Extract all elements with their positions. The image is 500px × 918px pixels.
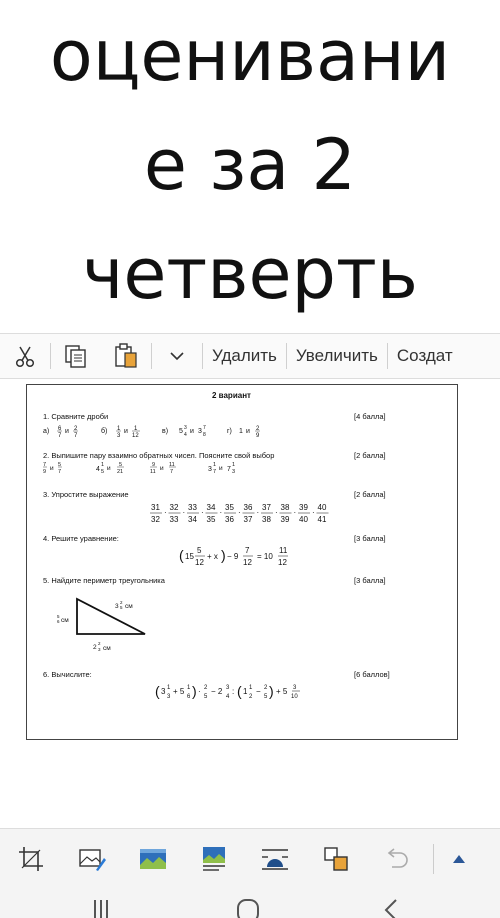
multiply-dot: · [256, 508, 260, 517]
task6-text: 6. Вычислите: [43, 670, 92, 679]
image-caption-icon [201, 846, 227, 872]
denominator: 7 [58, 433, 62, 439]
crop-icon [18, 846, 44, 872]
denominator: 8 [203, 432, 206, 438]
and-word: и [124, 428, 128, 435]
numerator: 37 [262, 503, 271, 512]
svg-text:+ 5: + 5 [276, 687, 288, 696]
svg-text:1: 1 [213, 462, 217, 468]
multiply-dot: · [182, 508, 186, 517]
chevron-down-icon [169, 351, 185, 361]
numerator: 1 [134, 426, 138, 432]
numerator: 35 [225, 503, 234, 512]
numerator: 3 [184, 425, 187, 431]
task5-points: [3 балла] [354, 576, 386, 585]
svg-text:и: и [160, 465, 164, 472]
worksheet-image[interactable] [26, 384, 458, 740]
numerator: 2 [74, 426, 78, 432]
heading-line: четверть [82, 233, 418, 315]
wrap-text-button[interactable] [244, 829, 305, 889]
svg-text:5: 5 [264, 694, 268, 700]
recent-apps-icon[interactable] [92, 898, 110, 918]
svg-text:7: 7 [213, 469, 217, 475]
numerator: 38 [280, 503, 290, 512]
svg-text:1: 1 [187, 685, 191, 691]
denominator: 33 [169, 515, 179, 524]
svg-text:5: 5 [197, 546, 202, 555]
svg-text:2: 2 [264, 685, 268, 691]
scissors-icon [14, 344, 36, 368]
edit-image-button[interactable] [61, 829, 122, 889]
cut-button[interactable] [0, 334, 50, 378]
numerator: 31 [151, 503, 160, 512]
whole-part: 5 [179, 428, 183, 435]
triangle-figure [57, 599, 145, 652]
task1-fractions [43, 425, 260, 439]
svg-text:−: − [256, 687, 261, 696]
svg-text:− 2: − 2 [211, 687, 223, 696]
option-label: а) [43, 428, 50, 435]
svg-text:5: 5 [204, 694, 208, 700]
svg-text:1: 1 [232, 462, 236, 468]
multiply-dot: · [275, 508, 278, 517]
svg-text:15: 15 [185, 552, 194, 561]
crop-button[interactable] [0, 829, 61, 889]
svg-text:(: ( [179, 547, 184, 563]
denominator: 37 [243, 515, 253, 524]
svg-text:5: 5 [120, 605, 123, 610]
edit-image-icon [78, 846, 106, 872]
svg-text:2: 2 [98, 641, 101, 646]
image-tools-bar [0, 828, 500, 889]
more-options-button[interactable] [152, 334, 202, 378]
svg-text:2: 2 [249, 694, 253, 700]
svg-text:3: 3 [293, 685, 297, 691]
svg-text:3: 3 [232, 469, 236, 475]
and-word: и [65, 428, 69, 435]
numerator: 40 [317, 503, 327, 512]
context-toolbar [0, 333, 500, 379]
task2-pairs [43, 462, 235, 475]
arrange-button[interactable] [305, 829, 366, 889]
denominator: 41 [317, 515, 327, 524]
denominator: 7 [74, 433, 78, 439]
task4-points: [3 балла] [354, 534, 386, 543]
svg-text:5: 5 [101, 469, 105, 475]
svg-text:9: 9 [43, 469, 47, 475]
task3-text: 3. Упростите выражение [43, 490, 129, 499]
copy-button[interactable] [51, 334, 101, 378]
image-icon [139, 848, 167, 870]
worksheet [27, 385, 457, 739]
svg-text:): ) [269, 683, 274, 699]
svg-text:9: 9 [152, 462, 156, 468]
svg-text:+ x: + x [207, 552, 218, 561]
task2-text: 2. Выпишите пару взаимно обратных чисел. Поясните свой выбор [43, 451, 275, 460]
copy-icon [63, 343, 89, 369]
svg-text:3: 3 [208, 466, 212, 473]
denominator: 34 [188, 515, 197, 524]
heading-line: оценивани [49, 15, 451, 97]
task1-text: 1. Сравните дроби [43, 412, 109, 421]
numerator: 36 [243, 503, 253, 512]
svg-text:7: 7 [170, 469, 174, 475]
multiply-dot: · [219, 508, 223, 517]
svg-text:1: 1 [167, 685, 171, 691]
svg-text:4: 4 [226, 694, 230, 700]
image-caption-button[interactable] [183, 829, 244, 889]
svg-text:21: 21 [117, 469, 124, 475]
whole-number: 1 [239, 428, 243, 435]
undo-icon [384, 847, 410, 871]
task6-expression [155, 683, 300, 700]
task5-text: 5. Найдите периметр треугольника [43, 576, 165, 585]
svg-text:12: 12 [195, 558, 204, 567]
svg-text:7: 7 [43, 462, 47, 468]
svg-text:11: 11 [150, 469, 156, 475]
svg-text:(: ( [237, 683, 242, 699]
and-word: и [190, 428, 194, 435]
numerator: 32 [169, 503, 179, 512]
svg-text:): ) [221, 547, 226, 563]
option-label: б) [101, 428, 108, 435]
svg-text:5: 5 [119, 462, 123, 468]
svg-text:4: 4 [96, 466, 100, 473]
and-word: и [246, 428, 250, 435]
create-button[interactable]: Создат [396, 346, 453, 365]
back-icon[interactable] [382, 898, 400, 918]
image-styles-button[interactable] [122, 829, 183, 889]
svg-text:3: 3 [161, 687, 166, 696]
whole-part: 3 [198, 428, 202, 435]
task4-equation [179, 546, 288, 567]
expand-toolbar-button[interactable] [434, 829, 484, 889]
svg-text:12: 12 [278, 558, 287, 567]
svg-text:и: и [50, 465, 54, 472]
numerator: 34 [206, 503, 216, 512]
svg-text:= 10: = 10 [257, 552, 273, 561]
multiply-dot: · [201, 508, 204, 517]
numerator: 1 [117, 426, 121, 432]
delete-button[interactable]: Удалить [212, 346, 277, 365]
svg-text:(: ( [155, 683, 160, 699]
heading-text [0, 0, 500, 329]
svg-text:1: 1 [243, 687, 248, 696]
task3-points: [2 балла] [354, 490, 386, 499]
svg-text:и: и [107, 465, 111, 472]
denominator: 32 [151, 515, 160, 524]
denominator: 38 [262, 515, 271, 524]
task6-points: [6 баллов] [354, 670, 390, 679]
svg-text:11: 11 [279, 546, 288, 555]
svg-text:и: и [219, 465, 223, 472]
side-unit: см [61, 617, 69, 624]
task3-expression [150, 503, 329, 524]
multiply-dot: · [312, 508, 315, 517]
denominator: 35 [206, 515, 216, 524]
denominator: 4 [184, 432, 187, 438]
svg-text:3: 3 [226, 685, 230, 691]
arrange-icon [323, 846, 349, 872]
svg-text:7: 7 [58, 469, 62, 475]
system-navigation-bar [0, 888, 500, 918]
svg-text:): ) [192, 683, 197, 699]
numerator: 39 [299, 503, 308, 512]
paste-icon [113, 342, 139, 370]
svg-text:·: · [198, 687, 201, 696]
svg-text:+ 5: + 5 [173, 687, 185, 696]
heading-line: е за 2 [143, 124, 357, 206]
denominator: 9 [256, 433, 260, 439]
svg-text:10: 10 [291, 694, 298, 700]
svg-text:11: 11 [169, 462, 175, 468]
svg-text:2: 2 [93, 644, 97, 651]
svg-text:12: 12 [243, 558, 252, 567]
multiply-dot: · [293, 508, 297, 517]
zoom-button[interactable]: Увеличить [295, 346, 378, 365]
denominator: 39 [280, 515, 290, 524]
worksheet-title: 2 вариант [212, 391, 251, 400]
svg-text:3: 3 [167, 694, 171, 700]
paste-button[interactable] [101, 334, 151, 378]
svg-text:3: 3 [115, 603, 119, 610]
undo-button[interactable] [366, 829, 427, 889]
svg-text:2: 2 [120, 600, 123, 605]
numerator: 7 [203, 425, 206, 431]
option-label: г) [227, 428, 232, 435]
svg-text::: : [232, 687, 235, 696]
denominator: 12 [132, 433, 139, 439]
svg-text:1: 1 [249, 685, 253, 691]
svg-text:5: 5 [58, 462, 62, 468]
home-icon[interactable] [236, 898, 260, 918]
svg-text:3: 3 [98, 647, 101, 652]
svg-text:1: 1 [101, 462, 105, 468]
expand-up-icon [452, 854, 466, 864]
numerator: 2 [256, 426, 260, 432]
multiply-dot: · [238, 508, 241, 517]
svg-text:6: 6 [187, 694, 191, 700]
task2-points: [2 балла] [354, 451, 386, 460]
svg-text:7: 7 [245, 546, 250, 555]
multiply-dot: · [164, 508, 167, 517]
denominator: 40 [299, 515, 308, 524]
numerator: 33 [188, 503, 197, 512]
svg-text:2: 2 [204, 685, 208, 691]
denominator: 3 [117, 433, 121, 439]
denominator: 36 [225, 515, 234, 524]
side-unit: см [103, 645, 111, 652]
side-unit: см [125, 603, 133, 610]
svg-text:− 9: − 9 [227, 552, 239, 561]
svg-text:6: 6 [57, 619, 60, 624]
wrap-text-icon [261, 847, 289, 871]
task1-points: [4 балла] [354, 412, 386, 421]
option-label: в) [162, 428, 169, 435]
svg-text:5: 5 [57, 614, 60, 619]
numerator: 6 [58, 426, 62, 432]
task4-text: 4. Решите уравнение: [43, 534, 119, 543]
svg-text:7: 7 [227, 466, 231, 473]
